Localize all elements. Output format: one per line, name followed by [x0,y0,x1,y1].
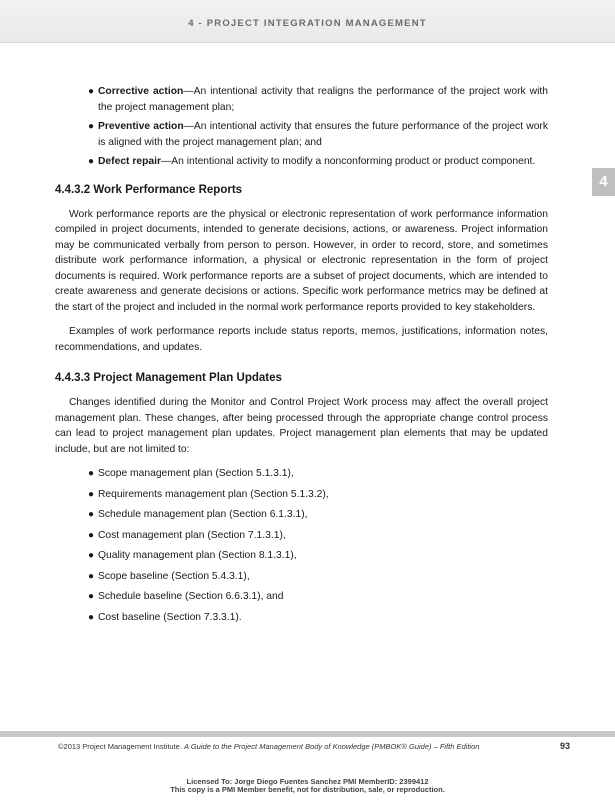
bullet-icon: ● [88,509,95,520]
bullet-icon: ● [88,156,95,167]
section-heading-plan-updates: 4.4.3.3 Project Management Plan Updates [55,372,282,384]
bullet-icon: ● [88,488,95,500]
license-notice [0,778,615,794]
bullet-icon: ● [88,570,95,582]
definition: —An intentional activity to modify a nonconforming product or product component. [160,156,536,167]
chapter-title: 4 - PROJECT INTEGRATION MANAGEMENT [188,18,427,29]
page-header [0,0,615,43]
list-item: ● Quality management plan (Section 8.1.3.1), [55,548,548,564]
bullet-icon: ● [88,611,95,623]
license-line-1: Licensed To: Jorge Diego Fuentes Sanchez PMI MemberID: 2399412 [186,777,429,786]
section-heading-work-performance-reports: 4.4.3.2 Work Performance Reports [55,183,243,196]
list-item: ● Cost baseline (Section 7.3.3.1). [55,610,548,626]
chapter-tab: 4 [592,168,615,196]
term: Defect repair [98,156,161,167]
book-title: A Guide to the Project Management Body of Knowledge (PMBOK® Guide) – Fifth Edition [184,742,480,751]
copyright: ©2013 Project Management Institute. [58,742,182,751]
term: Corrective action [98,86,184,97]
footer-citation [58,742,479,751]
bullet-icon: ● [88,591,95,602]
bullet-icon: ● [88,529,95,541]
change-request-list [55,84,548,170]
list-item: ● Cost management plan (Section 7.1.3.1), [55,528,548,544]
list-item: ● Requirements management plan (Section 5.1.3.2), [55,487,548,503]
term: Preventive action [98,121,184,132]
list-item: ● Scope management plan (Section 5.1.3.1), [55,466,548,482]
footer-rule [0,731,615,737]
list-item: ● Schedule management plan (Section 6.1.3.1), [55,507,548,523]
list-item [55,84,548,115]
definition: —An intentional activity that realigns the performance of the project work with the project management plan; [98,86,548,113]
page-number: 93 [559,741,570,751]
list-item: ● Scope baseline (Section 5.4.3.1), [55,569,548,585]
bullet-icon: ● [88,468,95,479]
paragraph: Work performance reports are the physical or electronic representation of work performance information compiled in project documents, intended to generate decisions, actions, or awareness. Project information may be communicated verbally from person to person. However, in order to record, store, and sometimes distribute work performance information, a physical or electronic representation in the form of project documents is required. Work performance reports are a subset of project documents, which are intended to create awareness and generate decisions or actions. Specific work performance metrics may be defined at the start of the project and included in the normal work performance reports provided to key stakeholders. [55,208,548,313]
list-item [55,119,548,150]
definition: —An intentional activity that ensures the future performance of the project work is aligned with the project management plan; and [98,121,548,148]
bullet-icon: ● [88,86,95,97]
bullet-icon: ● [88,121,95,132]
paragraph: Examples of work performance reports include status reports, memos, justifications, information notes, recommendations, and updates. [55,326,548,353]
list-item [55,154,548,170]
list-item: ● Schedule baseline (Section 6.6.3.1), and [55,589,548,605]
plan-elements-list [55,466,548,625]
license-line-2: This copy is a PMI Member benefit, not for distribution, sale, or reproduction. [170,785,445,794]
page-content [55,84,548,630]
paragraph: Changes identified during the Monitor and Control Project Work process may affect the overall project management plan. These changes, after being processed through the appropriate change control process can lead to project management plan updates. Project management plan elements that may be updated include, but are not limited to: [55,397,548,455]
bullet-icon: ● [88,550,95,561]
